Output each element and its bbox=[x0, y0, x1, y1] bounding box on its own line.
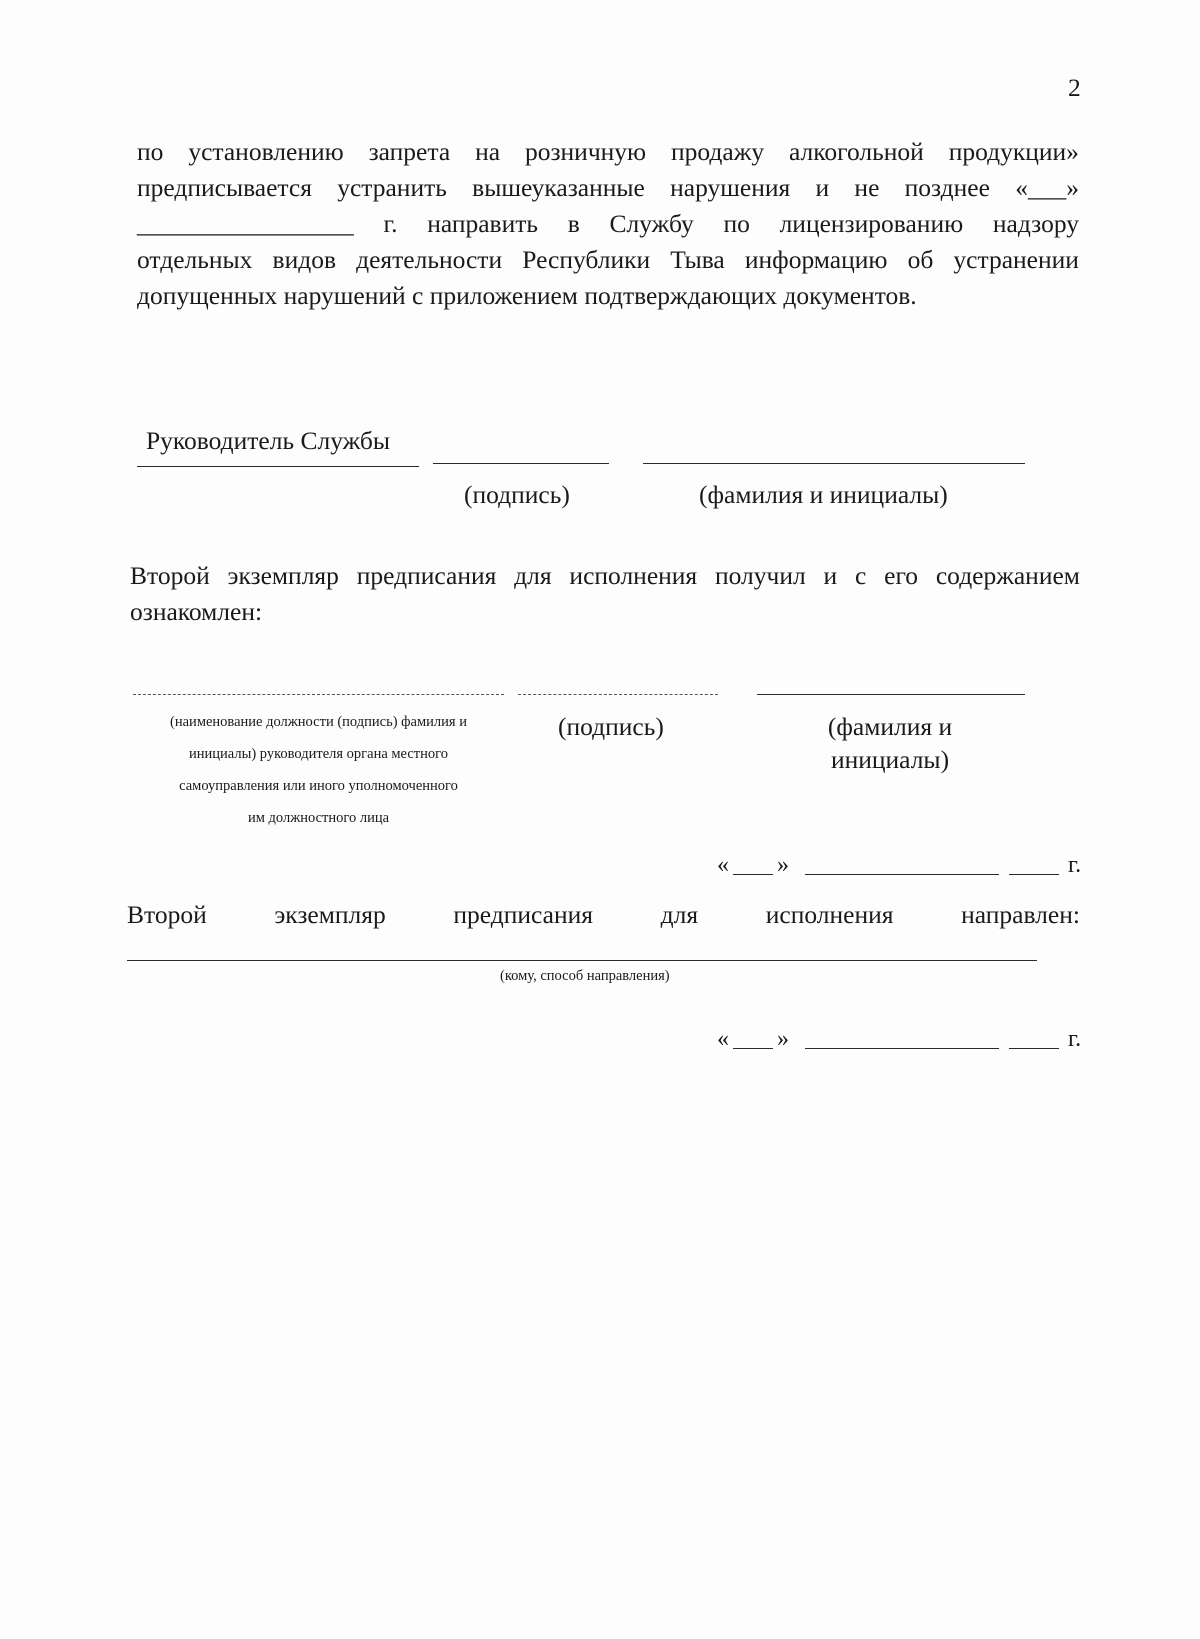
receipt-line-1 bbox=[130, 558, 1080, 594]
word: розничную bbox=[524, 137, 647, 166]
word: видов bbox=[272, 245, 336, 274]
paragraph-line-3 bbox=[137, 206, 1079, 242]
word: нарушения bbox=[670, 173, 791, 202]
deadline-blank: «___» bbox=[1015, 173, 1079, 202]
word: для bbox=[514, 561, 552, 590]
word: экземпляр bbox=[227, 561, 339, 590]
word: и bbox=[823, 561, 838, 590]
receipt-signature-line bbox=[518, 694, 718, 695]
position-line bbox=[133, 694, 504, 695]
head-signature-line bbox=[433, 463, 609, 464]
caption-line: им должностного лица bbox=[247, 810, 390, 826]
date-day-line bbox=[733, 1048, 773, 1049]
date-month-line bbox=[805, 1048, 999, 1049]
caption-line: (наименование должности (подпись) фамилия и bbox=[170, 714, 467, 730]
date-year-line bbox=[1009, 874, 1059, 875]
head-name-line bbox=[643, 463, 1025, 464]
word: продажу bbox=[671, 137, 765, 166]
receipt-name-caption-1: (фамилия и bbox=[827, 712, 953, 741]
head-signature-caption: (подпись) bbox=[464, 480, 570, 509]
word: деятельности bbox=[356, 245, 503, 274]
date-open-quote: « bbox=[717, 852, 729, 878]
word: Второй bbox=[130, 561, 210, 590]
receipt-signature-caption: (подпись) bbox=[558, 712, 664, 741]
word: исполнения bbox=[765, 900, 894, 929]
caption-line: самоуправления или иного уполномоченного bbox=[179, 778, 458, 794]
word: для bbox=[660, 900, 699, 929]
date-day-line bbox=[733, 874, 773, 875]
word: установлению bbox=[188, 137, 344, 166]
word: по bbox=[137, 137, 164, 166]
recipient-line bbox=[127, 960, 1037, 961]
head-title: Руководитель Службы bbox=[146, 426, 391, 455]
word: отдельных bbox=[137, 245, 253, 274]
date-open-quote: « bbox=[717, 1026, 729, 1052]
word: позднее bbox=[904, 173, 990, 202]
word: об bbox=[907, 245, 934, 274]
word: получил bbox=[714, 561, 806, 590]
word: предписывается bbox=[137, 173, 312, 202]
head-title-underline bbox=[137, 466, 419, 467]
word: исполнения bbox=[569, 561, 698, 590]
word: лицензированию bbox=[779, 209, 964, 238]
date-year-line bbox=[1009, 1048, 1059, 1049]
recipient-caption: (кому, способ направления) bbox=[500, 968, 670, 984]
date-year-suffix: г. bbox=[1068, 1026, 1082, 1052]
date-close-quote: » bbox=[777, 852, 789, 878]
word: Второй bbox=[127, 900, 207, 929]
word: Службу bbox=[609, 209, 694, 238]
word: с bbox=[855, 561, 867, 590]
sent-line bbox=[127, 897, 1080, 933]
caption-line: инициалы) руководителя органа местного bbox=[189, 746, 448, 762]
word: предписания bbox=[453, 900, 594, 929]
word: по bbox=[723, 209, 750, 238]
word: и bbox=[815, 173, 830, 202]
word: устранении bbox=[953, 245, 1079, 274]
word: Республики bbox=[522, 245, 651, 274]
word: продукции» bbox=[948, 137, 1079, 166]
word: не bbox=[854, 173, 880, 202]
position-caption bbox=[133, 706, 504, 834]
word: направить bbox=[427, 209, 538, 238]
paragraph-line-4 bbox=[137, 242, 1079, 278]
date-close-quote: » bbox=[777, 1026, 789, 1052]
head-name-caption: (фамилия и инициалы) bbox=[699, 480, 948, 509]
word: содержанием bbox=[935, 561, 1080, 590]
word: направлен: bbox=[961, 900, 1080, 929]
word: вышеуказанные bbox=[472, 173, 645, 202]
paragraph-line-2 bbox=[137, 170, 1079, 206]
word: информацию bbox=[744, 245, 888, 274]
word: запрета bbox=[368, 137, 451, 166]
word: экземпляр bbox=[274, 900, 386, 929]
paragraph-line-1 bbox=[137, 134, 1079, 170]
receipt-name-line bbox=[757, 694, 1025, 695]
word: Тыва bbox=[670, 245, 725, 274]
receipt-name-caption-2: инициалы) bbox=[830, 745, 950, 774]
page-number: 2 bbox=[1068, 73, 1081, 102]
word: предписания bbox=[356, 561, 497, 590]
word: в bbox=[567, 209, 580, 238]
receipt-line-2: ознакомлен: bbox=[130, 597, 263, 626]
word: алкогольной bbox=[789, 137, 924, 166]
word: устранить bbox=[337, 173, 447, 202]
word: надзору bbox=[992, 209, 1079, 238]
date-month-line bbox=[805, 874, 999, 875]
paragraph-line-5: допущенных нарушений с приложением подтверждающих документов. bbox=[137, 281, 917, 310]
date-blank: _________________ bbox=[137, 209, 354, 238]
date-year-suffix: г. bbox=[1068, 852, 1082, 878]
word: на bbox=[475, 137, 501, 166]
word: г. bbox=[383, 209, 398, 238]
word: его bbox=[884, 561, 919, 590]
